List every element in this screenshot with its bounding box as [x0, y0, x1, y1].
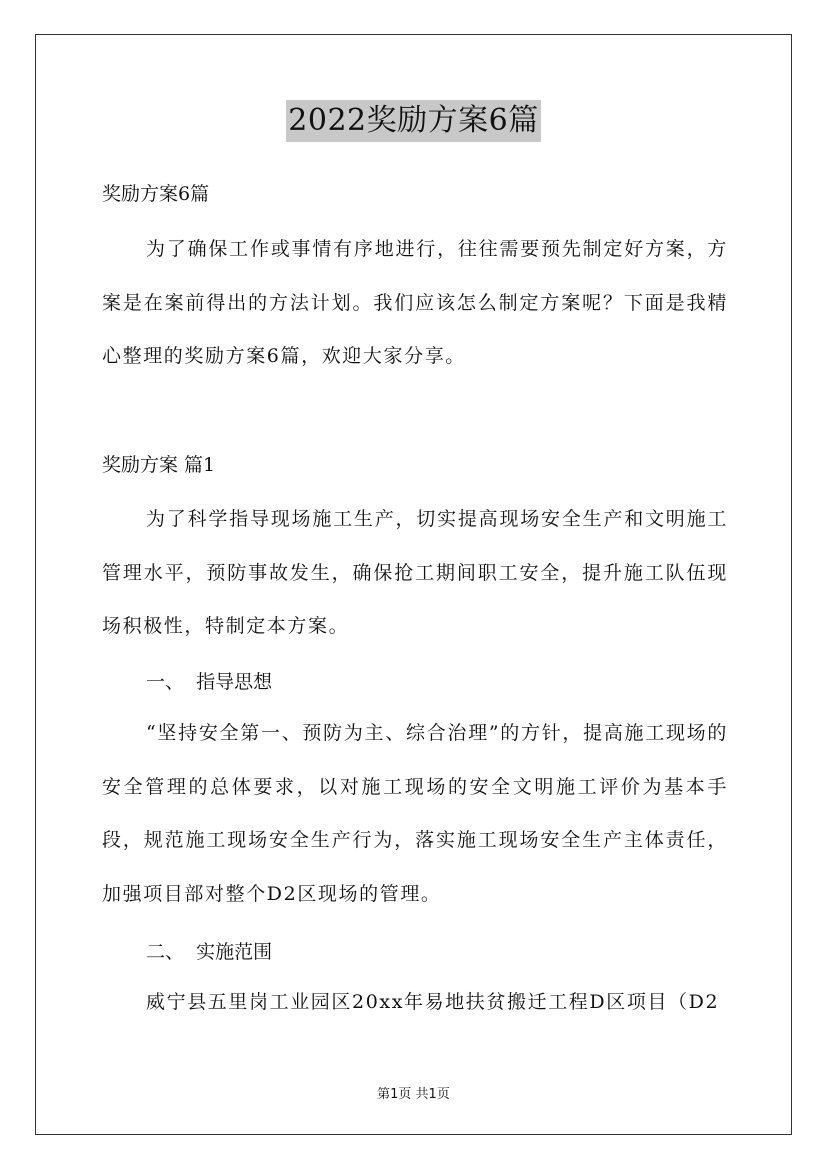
section-heading: 奖励方案 篇1 — [102, 454, 216, 476]
section1-paragraph: 为了科学指导现场施工生产，切实提高现场安全生产和文明施工管理水平，预防事故发生，确保抢工期间职工安全，提升施工队伍现场积极性，特制定本方案。 — [102, 508, 728, 637]
document-title: 2022奖励方案6篇 — [286, 100, 540, 142]
heading-guiding-thought: 一、 指导思想 — [146, 671, 273, 693]
page-number: 第1页 共1页 — [377, 1087, 450, 1102]
scope-paragraph: 威宁县五里岗工业园区20xx年易地扶贫搬迁工程D区项目（D2 — [146, 991, 720, 1013]
document-subtitle: 奖励方案6篇 — [102, 183, 210, 205]
heading-scope: 二、 实施范围 — [146, 941, 273, 963]
guiding-paragraph: “坚持安全第一、预防为主、综合治理”的方针，提高施工现场的安全管理的总体要求，以对施工现场的安全文明施工评价为基本手段，规范施工现场安全生产行为，落实施工现场安全生产主体责任，加强项目部对整个D2区现场的管理。 — [102, 722, 728, 905]
intro-paragraph: 为了确保工作或事情有序地进行，往往需要预先制定好方案，方案是在案前得出的方法计划。我们应该怎么制定方案呢？下面是我精心整理的奖励方案6篇，欢迎大家分享。 — [102, 238, 728, 367]
